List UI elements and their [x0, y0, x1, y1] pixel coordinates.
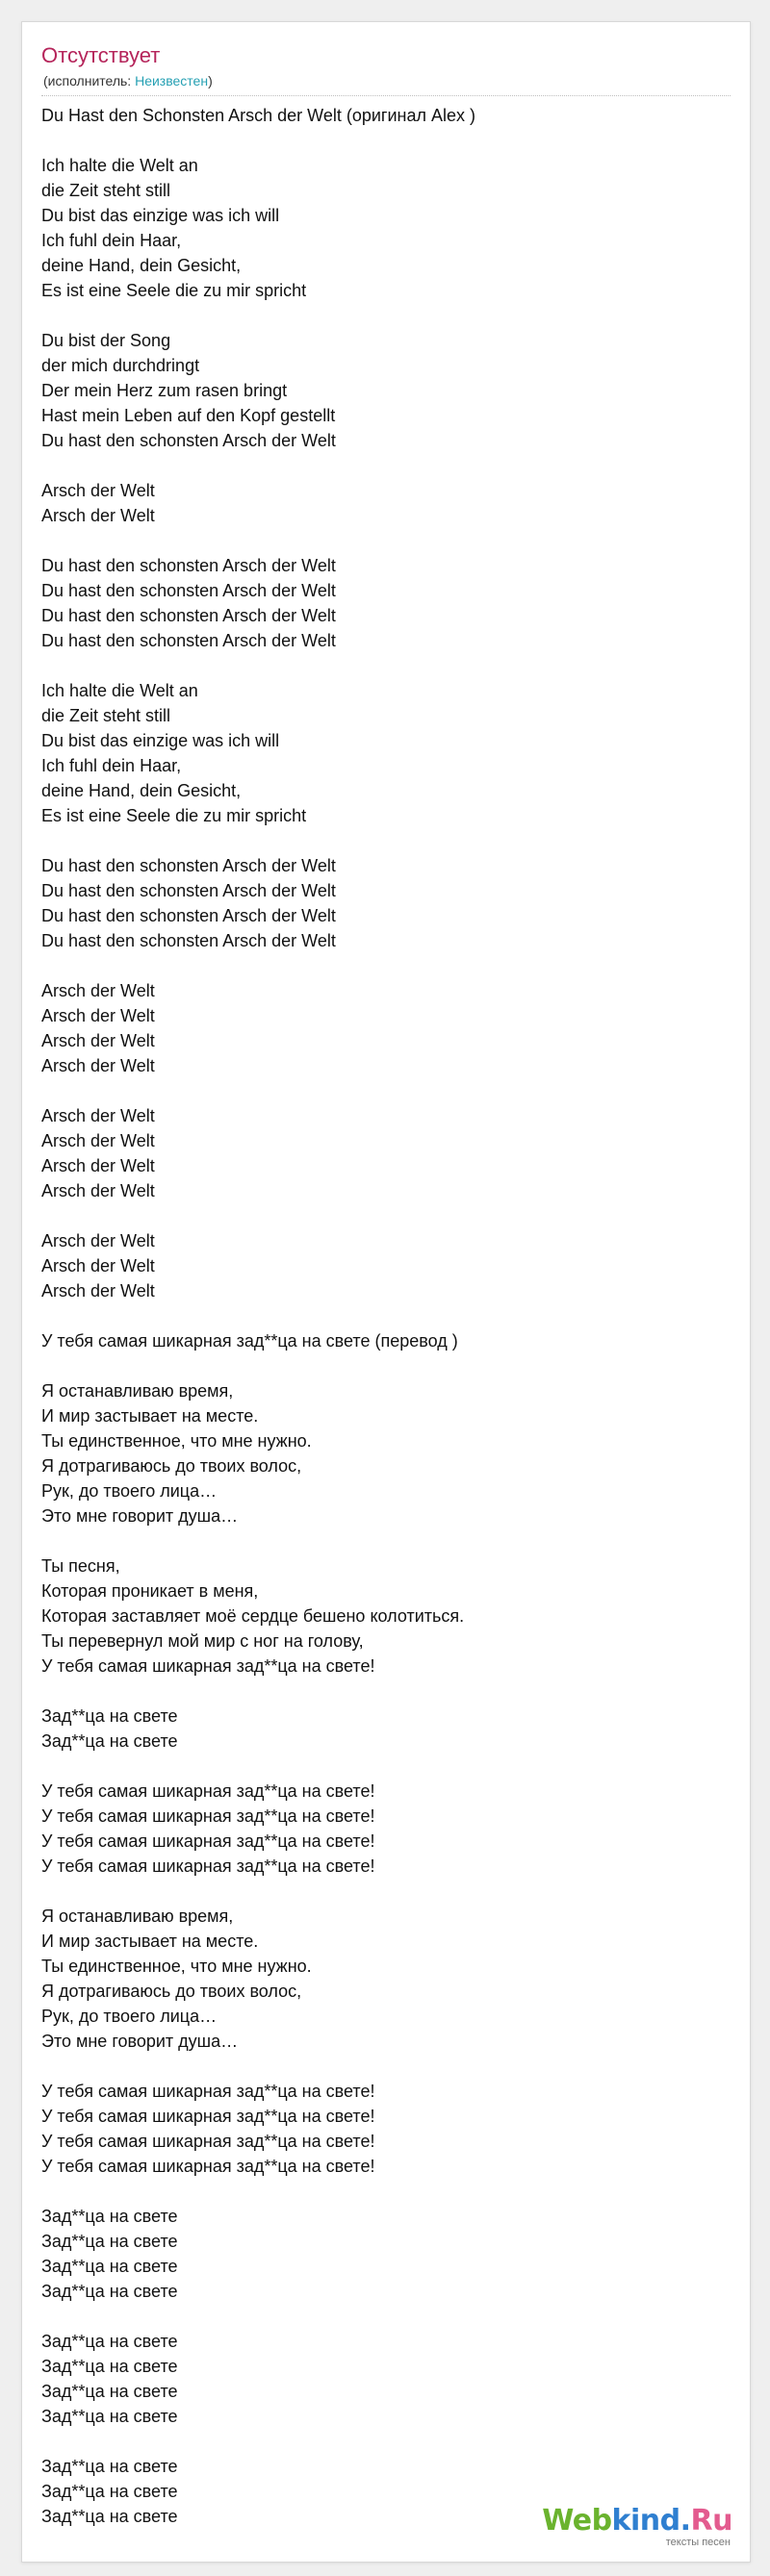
logo-ru: Ru: [690, 2504, 732, 2538]
lyric-blank-line: [41, 1879, 734, 1904]
lyric-line: Зад**ца на свете: [41, 2232, 178, 2251]
lyric-line: Ты единственное, что мне нужно.: [41, 1431, 312, 1451]
lyric-line: У тебя самая шикарная зад**ца на свете!: [41, 1856, 375, 1876]
lyric-line: die Zeit steht still: [41, 181, 171, 200]
lyric-line: Зад**ца на свете: [41, 2507, 178, 2526]
artist-suffix: ): [208, 73, 213, 88]
lyric-line: Du Hast den Schonsten Arsch der Welt (оригинал Alex ): [41, 106, 475, 125]
lyric-line: Это мне говорит душа…: [41, 2032, 239, 2051]
logo-web: Web: [542, 2504, 612, 2538]
artist-link[interactable]: Неизвестен: [135, 73, 209, 88]
lyric-line: Ты перевернул мой мир с ног на голову,: [41, 1631, 364, 1651]
lyric-blank-line: [41, 1303, 734, 1328]
lyric-line: Du hast den schonsten Arsch der Welt: [41, 631, 336, 650]
lyric-line: Es ist eine Seele die zu mir spricht: [41, 806, 307, 825]
lyric-line: Это мне говорит душа…: [41, 1506, 239, 1526]
lyric-line: Du hast den schonsten Arsch der Welt: [41, 931, 336, 950]
lyric-line: Du hast den schonsten Arsch der Welt: [41, 431, 336, 450]
lyric-blank-line: [41, 953, 734, 978]
lyric-line: Ich halte die Welt an: [41, 681, 198, 700]
lyric-blank-line: [41, 828, 734, 853]
lyric-line: Зад**ца на свете: [41, 1706, 178, 1726]
lyric-line: У тебя самая шикарная зад**ца на свете!: [41, 1806, 375, 1826]
lyric-blank-line: [41, 653, 734, 678]
lyric-line: И мир застывает на месте.: [41, 1406, 259, 1426]
lyric-blank-line: [41, 1353, 734, 1378]
lyric-line: Ты песня,: [41, 1556, 120, 1576]
webkind-logo[interactable]: [542, 2506, 732, 2548]
lyric-line: Зад**ца на свете: [41, 1731, 178, 1751]
lyric-blank-line: [41, 128, 734, 153]
lyric-line: Hast mein Leben auf den Kopf gestellt: [41, 406, 336, 425]
lyric-line: Ich halte die Welt an: [41, 156, 198, 175]
lyric-line: Ich fuhl dein Haar,: [41, 231, 182, 250]
lyrics-card: [21, 21, 751, 2563]
lyric-line: Зад**ца на свете: [41, 2332, 178, 2351]
lyric-blank-line: [41, 1078, 734, 1103]
lyric-line: Arsch der Welt: [41, 506, 155, 525]
lyric-line: Зад**ца на свете: [41, 2282, 178, 2301]
lyric-line: Зад**ца на свете: [41, 2357, 178, 2376]
lyric-blank-line: [41, 528, 734, 553]
header-divider: [41, 95, 731, 96]
lyric-line: Зад**ца на свете: [41, 2482, 178, 2501]
lyric-line: Du hast den schonsten Arsch der Welt: [41, 906, 336, 925]
lyric-blank-line: [41, 1679, 734, 1704]
lyric-blank-line: [41, 2304, 734, 2329]
lyric-line: die Zeit steht still: [41, 706, 171, 725]
lyric-line: Я останавливаю время,: [41, 1907, 234, 1926]
lyric-line: Зад**ца на свете: [41, 2457, 178, 2476]
lyric-line: Du hast den schonsten Arsch der Welt: [41, 581, 336, 600]
lyrics-text: [41, 103, 734, 2529]
lyric-blank-line: [41, 2054, 734, 2079]
lyric-blank-line: [41, 2429, 734, 2454]
logo-kind: kind: [611, 2504, 680, 2538]
lyric-line: Du hast den schonsten Arsch der Welt: [41, 606, 336, 625]
lyric-line: Arsch der Welt: [41, 1006, 155, 1025]
lyric-line: Arsch der Welt: [41, 1131, 155, 1150]
lyric-line: Du bist das einzige was ich will: [41, 731, 280, 750]
lyric-line: И мир застывает на месте.: [41, 1932, 259, 1951]
lyric-line: Du bist das einzige was ich will: [41, 206, 280, 225]
lyric-line: Arsch der Welt: [41, 1106, 155, 1125]
lyric-line: Ich fuhl dein Haar,: [41, 756, 182, 775]
artist-prefix: (исполнитель:: [43, 73, 136, 88]
lyric-line: Зад**ца на свете: [41, 2382, 178, 2401]
lyric-line: У тебя самая шикарная зад**ца на свете!: [41, 1781, 375, 1801]
lyric-blank-line: [41, 303, 734, 328]
lyric-line: Которая заставляет моё сердце бешено колотиться.: [41, 1606, 465, 1626]
lyric-blank-line: [41, 1203, 734, 1228]
lyric-line: Arsch der Welt: [41, 1231, 155, 1250]
lyric-line: У тебя самая шикарная зад**ца на свете!: [41, 1656, 375, 1676]
logo-wordmark: [542, 2506, 732, 2537]
logo-dot: .: [680, 2504, 691, 2538]
lyric-line: Зад**ца на свете: [41, 2257, 178, 2276]
lyric-line: Du hast den schonsten Arsch der Welt: [41, 881, 336, 900]
page-title: Отсутствует: [41, 43, 161, 67]
lyric-blank-line: [41, 1528, 734, 1553]
lyric-line: Der mein Herz zum rasen bringt: [41, 381, 288, 400]
lyric-line: deine Hand, dein Gesicht,: [41, 781, 242, 800]
lyric-line: Arsch der Welt: [41, 1156, 155, 1175]
lyric-line: Du hast den schonsten Arsch der Welt: [41, 556, 336, 575]
lyric-line: der mich durchdringt: [41, 356, 200, 375]
lyric-line: Arsch der Welt: [41, 1031, 155, 1050]
lyric-line: Рук, до твоего лица…: [41, 2007, 218, 2026]
lyric-line: Зад**ца на свете: [41, 2407, 178, 2426]
lyric-line: У тебя самая шикарная зад**ца на свете!: [41, 1831, 375, 1851]
lyric-line: Du bist der Song: [41, 331, 171, 350]
lyric-line: Arsch der Welt: [41, 1281, 155, 1301]
lyric-line: Arsch der Welt: [41, 481, 155, 500]
lyric-line: Рук, до твоего лица…: [41, 1481, 218, 1501]
lyric-line: У тебя самая шикарная зад**ца на свете (перевод ): [41, 1331, 458, 1351]
lyric-line: Es ist eine Seele die zu mir spricht: [41, 281, 307, 300]
lyric-line: Du hast den schonsten Arsch der Welt: [41, 856, 336, 875]
lyric-line: Ты единственное, что мне нужно.: [41, 1957, 312, 1976]
lyric-line: У тебя самая шикарная зад**ца на свете!: [41, 2157, 375, 2176]
lyric-line: Arsch der Welt: [41, 981, 155, 1000]
lyric-line: У тебя самая шикарная зад**ца на свете!: [41, 2107, 375, 2126]
lyric-line: Я останавливаю время,: [41, 1381, 234, 1401]
lyric-line: Arsch der Welt: [41, 1181, 155, 1200]
lyric-line: Arsch der Welt: [41, 1056, 155, 1075]
lyric-line: Я дотрагиваюсь до твоих волос,: [41, 1456, 302, 1476]
lyric-line: Arsch der Welt: [41, 1256, 155, 1275]
artist-line: [43, 72, 213, 89]
lyric-line: deine Hand, dein Gesicht,: [41, 256, 242, 275]
lyric-line: Я дотрагиваюсь до твоих волос,: [41, 1982, 302, 2001]
lyric-line: У тебя самая шикарная зад**ца на свете!: [41, 2082, 375, 2101]
lyric-line: Зад**ца на свете: [41, 2207, 178, 2226]
lyric-blank-line: [41, 453, 734, 478]
logo-tagline: тексты песен: [665, 2537, 731, 2548]
lyric-line: Которая проникает в меня,: [41, 1581, 259, 1601]
lyric-blank-line: [41, 2179, 734, 2204]
lyric-line: У тебя самая шикарная зад**ца на свете!: [41, 2132, 375, 2151]
lyric-blank-line: [41, 1754, 734, 1779]
